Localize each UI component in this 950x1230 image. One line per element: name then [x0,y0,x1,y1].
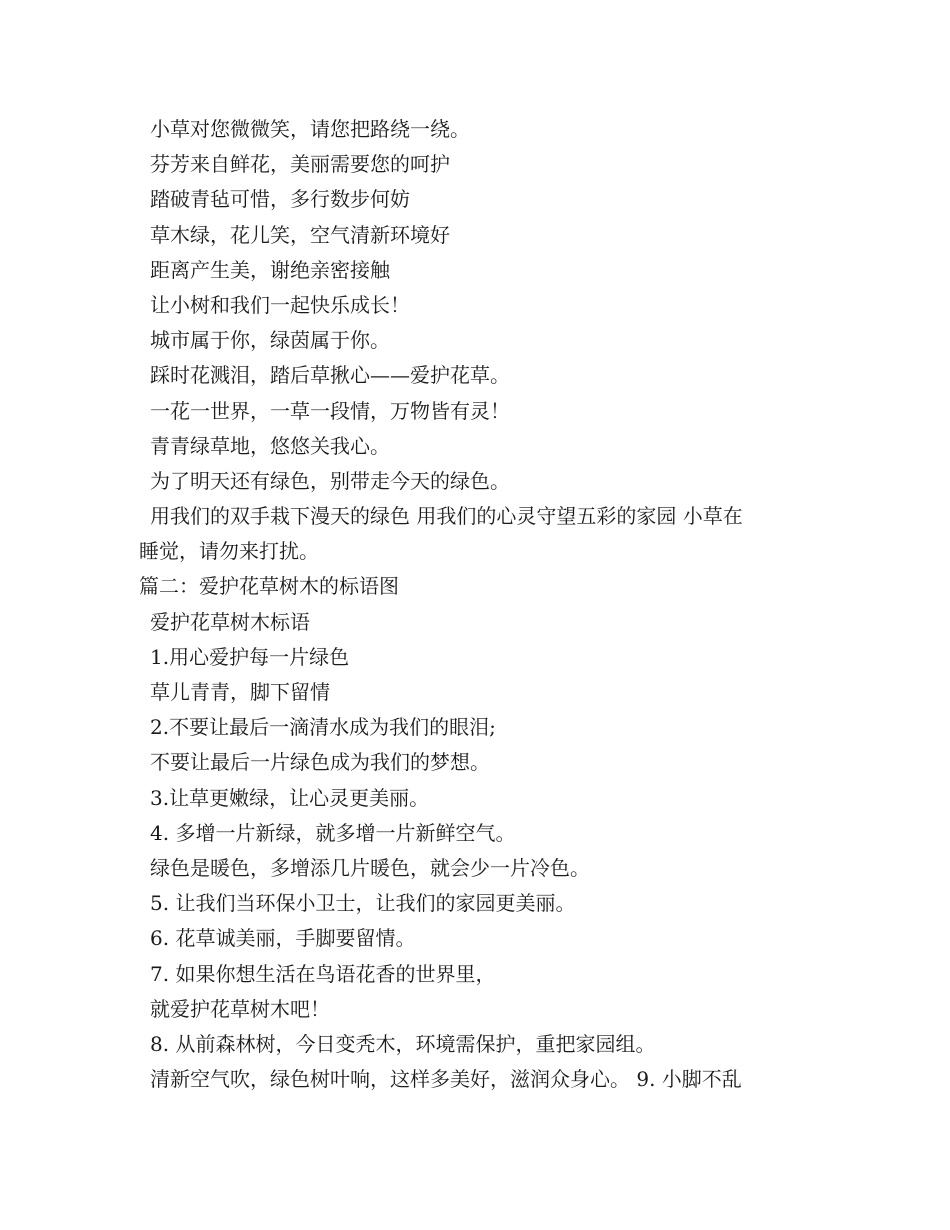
text-line: 一花一世界，一草一段情，万物皆有灵！ [150,398,510,423]
text-line: 不要让最后一片绿色成为我们的梦想。 [150,750,490,775]
text-line: 为了明天还有绿色，别带走今天的绿色。 [150,468,510,493]
text-line: 踩时花溅泪，踏后草揪心——爱护花草。 [150,363,510,388]
text-line: 2.不要让最后一滴清水成为我们的眼泪; [150,715,496,740]
text-line: 清新空气吹，绿色树叶响，这样多美好，滋润众身心。 9. 小脚不乱 [150,1067,742,1092]
text-line: 7. 如果你想生活在鸟语花香的世界里， [150,961,496,986]
document-body [139,112,829,1097]
text-line: 青青绿草地，悠悠关我心。 [150,433,390,458]
text-line: 5. 让我们当环保小卫士，让我们的家园更美丽。 [150,891,576,916]
text-line: 8. 从前森林树，今日变秃木，环境需保护，重把家园组。 [150,1031,656,1056]
text-line: 让小树和我们一起快乐成长！ [150,292,410,317]
text-line: 6. 花草诚美丽，手脚要留情。 [150,926,416,951]
text-line: 草儿青青，脚下留情 [150,680,330,704]
text-line: 爱护花草树木标语 [150,609,310,634]
text-line: 芬芳来自鲜花，美丽需要您的呵护 [150,152,450,177]
text-line: 城市属于你，绿茵属于你。 [150,328,390,353]
text-line: 小草对您微微笑，请您把路绕一绕。 [150,117,470,141]
text-line: 3.让草更嫩绿，让心灵更美丽。 [150,785,430,810]
text-line: 就爱护花草树木吧！ [150,996,330,1021]
text-line: 篇二：爱护花草树木的标语图 [139,574,399,599]
text-line: 1.用心爱护每一片绿色 [150,644,350,669]
text-line: 绿色是暖色，多增添几片暖色，就会少一片冷色。 [150,855,590,880]
text-line: 用我们的双手栽下漫天的绿色 用我们的心灵守望五彩的家园 小草在 [150,504,743,529]
text-line: 踏破青毡可惜，多行数步何妨 [150,187,410,212]
text-line: 距离产生美，谢绝亲密接触 [150,257,390,282]
text-line: 睡觉，请勿来打扰。 [139,539,319,564]
text-line: 4. 多增一片新绿，就多增一片新鲜空气。 [150,820,516,845]
text-line: 草木绿，花儿笑，空气清新环境好 [150,222,450,247]
